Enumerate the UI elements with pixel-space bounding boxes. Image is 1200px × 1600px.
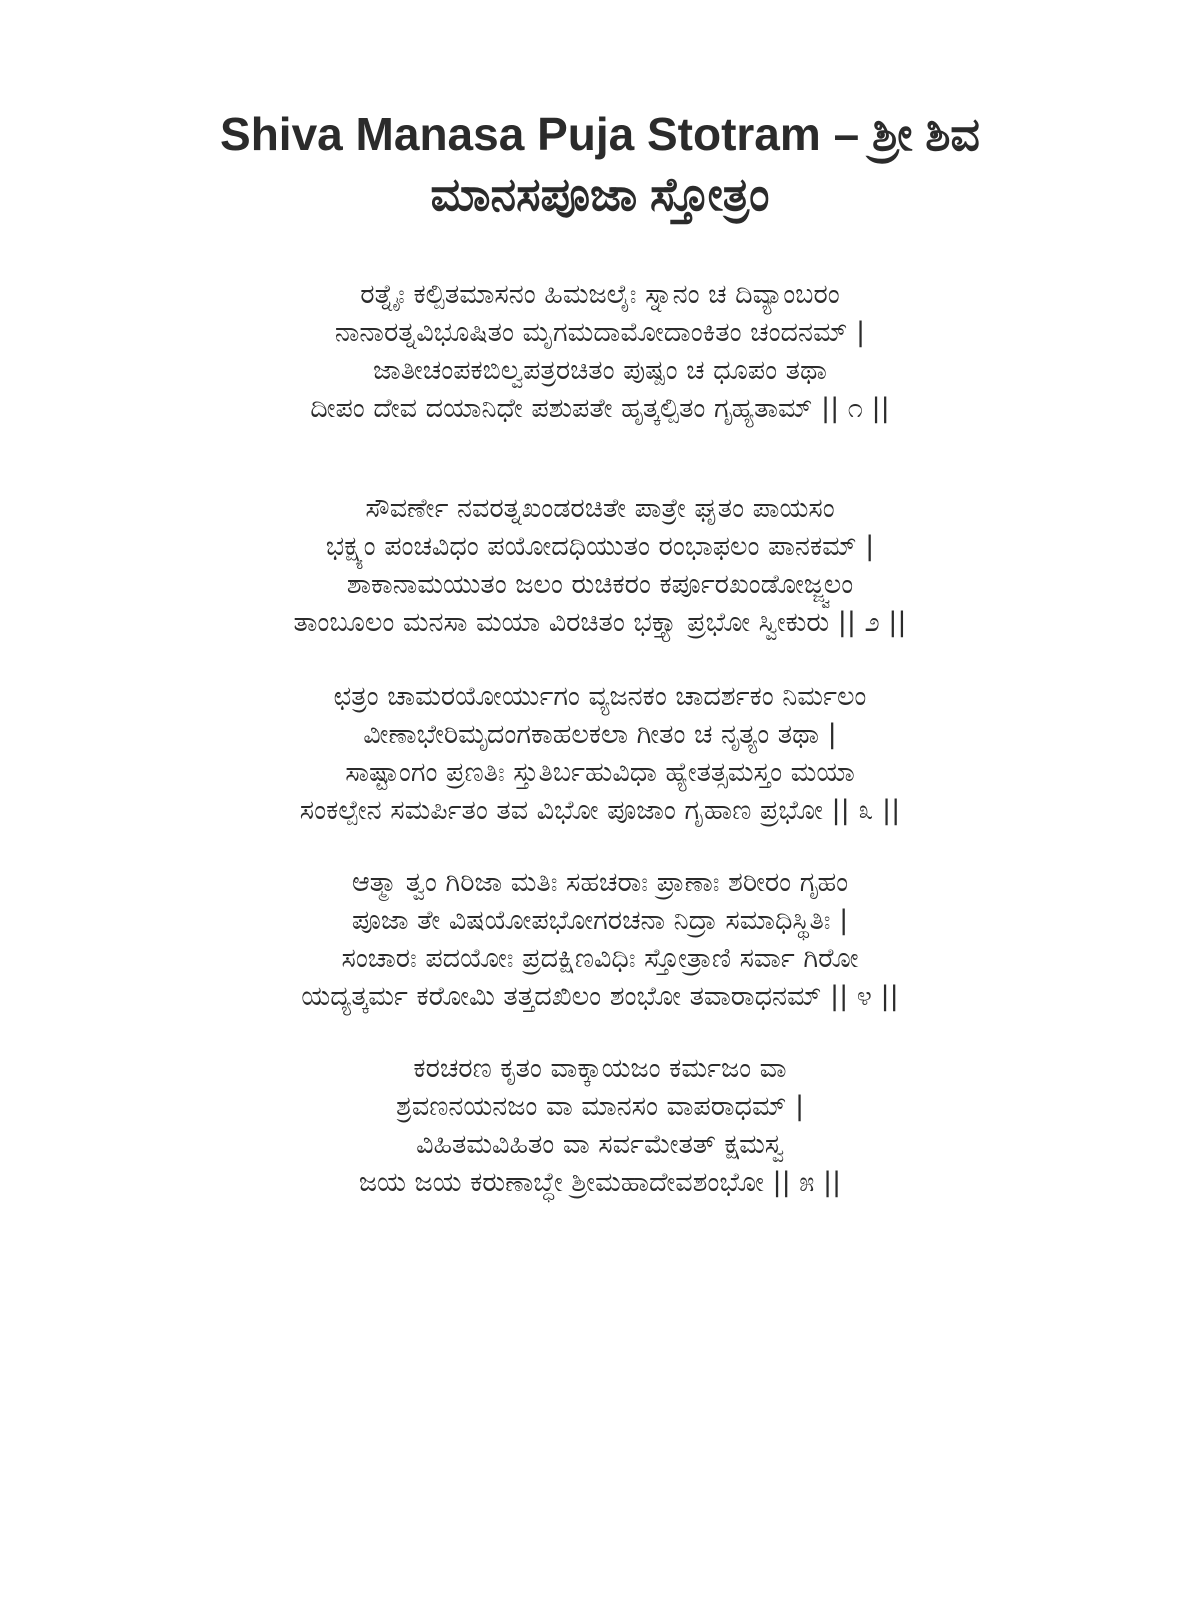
verse-line: ಸೌವರ್ಣೇ ನವರತ್ನಖಂಡರಚಿತೇ ಪಾತ್ರೇ ಘೃತಂ ಪಾಯಸಂ [365,493,835,524]
verse-line: ಯದ್ಯತ್ಕರ್ಮ ಕರೋಮಿ ತತ್ತದಖಿಲಂ ಶಂಭೋ ತವಾರಾಧನಮ್ || ೪ || [301,981,899,1012]
verse-line: ಜಯ ಜಯ ಕರುಣಾಬ್ಧೇ ಶ್ರೀಮಹಾದೇವಶಂಭೋ || ೫ || [358,1167,842,1198]
page-title [120,104,1080,224]
verse-line: ಸಂಚಾರಃ ಪದಯೋಃ ಪ್ರದಕ್ಷಿಣವಿಧಿಃ ಸ್ತೋತ್ರಾಣಿ ಸರ್ವಾ ಗಿರೋ [341,943,859,974]
verse-line: ರತ್ನೈಃ ಕಲ್ಪಿತಮಾಸನಂ ಹಿಮಜಲೈಃ ಸ್ನಾನಂ ಚ ದಿವ್ಯಾಂಬರಂ [360,279,840,310]
verse-3 [100,678,1100,830]
verse-line: ಕರಚರಣ ಕೃತಂ ವಾಕ್ಕಾಯಜಂ ಕರ್ಮಜಂ ವಾ [413,1053,787,1084]
verse-line: ವೀಣಾಭೇರಿಮೃದಂಗಕಾಹಲಕಲಾ ಗೀತಂ ಚ ನೃತ್ಯಂ ತಥಾ | [363,719,837,750]
verse-1 [100,276,1100,428]
verse-line: ನಾನಾರತ್ನವಿಭೂಷಿತಂ ಮೃಗಮದಾಮೋದಾಂಕಿತಂ ಚಂದನಮ್ | [334,317,866,348]
verse-line: ಸಂಕಲ್ಪೇನ ಸಮರ್ಪಿತಂ ತವ ವಿಭೋ ಪೂಜಾಂ ಗೃಹಾಣ ಪ್ರಭೋ || ೩ || [299,795,901,826]
verse-line: ಪೂಜಾ ತೇ ವಿಷಯೋಪಭೋಗರಚನಾ ನಿದ್ರಾ ಸಮಾಧಿಸ್ಥಿತಿಃ | [351,905,849,936]
verse-line: ತಾಂಬೂಲಂ ಮನಸಾ ಮಯಾ ವಿರಚಿತಂ ಭಕ್ತ್ಯಾ ಪ್ರಭೋ ಸ್ವೀಕುರು || ೨ || [293,607,907,638]
verse-line: ಶಾಕಾನಾಮಯುತಂ ಜಲಂ ರುಚಿಕರಂ ಕರ್ಪೂರಖಂಡೋಜ್ಜ್ವಲಂ [346,569,854,600]
verse-line: ಛತ್ರಂ ಚಾಮರಯೋರ್ಯುಗಂ ವ್ಯಜನಕಂ ಚಾದರ್ಶಕಂ ನಿರ್ಮಲಂ [333,681,867,712]
verse-4 [100,864,1100,1016]
title-line-1: Shiva Manasa Puja Stotram – ಶ್ರೀ ಶಿವ [220,108,980,160]
verse-line: ಸಾಷ್ಟಾಂಗಂ ಪ್ರಣತಿಃ ಸ್ತುತಿರ್ಬಹುವಿಧಾ ಹ್ಯೇತತ್ಸಮಸ್ತಂ ಮಯಾ [345,757,855,788]
verse-line: ಜಾತೀಚಂಪಕಬಿಲ್ವಪತ್ರರಚಿತಂ ಪುಷ್ಪಂ ಚ ಧೂಪಂ ತಥಾ [373,355,827,386]
verse-line: ದೀಪಂ ದೇವ ದಯಾನಿಧೇ ಪಶುಪತೇ ಹೃತ್ಕಲ್ಪಿತಂ ಗೃಹ್ಯತಾಮ್ || ೧ || [310,393,890,424]
title-line-2: ಮಾನಸಪೂಜಾ ಸ್ತೋತ್ರಂ [430,168,770,220]
verse-line: ಶ್ರವಣನಯನಜಂ ವಾ ಮಾನಸಂ ವಾಪರಾಧಮ್ | [395,1091,805,1122]
verse-line: ಭಕ್ಷ್ಯಂ ಪಂಚವಿಧಂ ಪಯೋದಧಿಯುತಂ ರಂಭಾಫಲಂ ಪಾನಕಮ್ | [325,531,875,562]
verse-line: ವಿಹಿತಮವಿಹಿತಂ ವಾ ಸರ್ವಮೇತತ್ ಕ್ಷಮಸ್ವ [416,1129,784,1160]
verse-5 [100,1050,1100,1202]
verse-2 [100,490,1100,642]
verse-line: ಆತ್ಮಾ ತ್ವಂ ಗಿರಿಜಾ ಮತಿಃ ಸಹಚರಾಃ ಪ್ರಾಣಾಃ ಶರೀರಂ ಗೃಹಂ [351,867,849,898]
